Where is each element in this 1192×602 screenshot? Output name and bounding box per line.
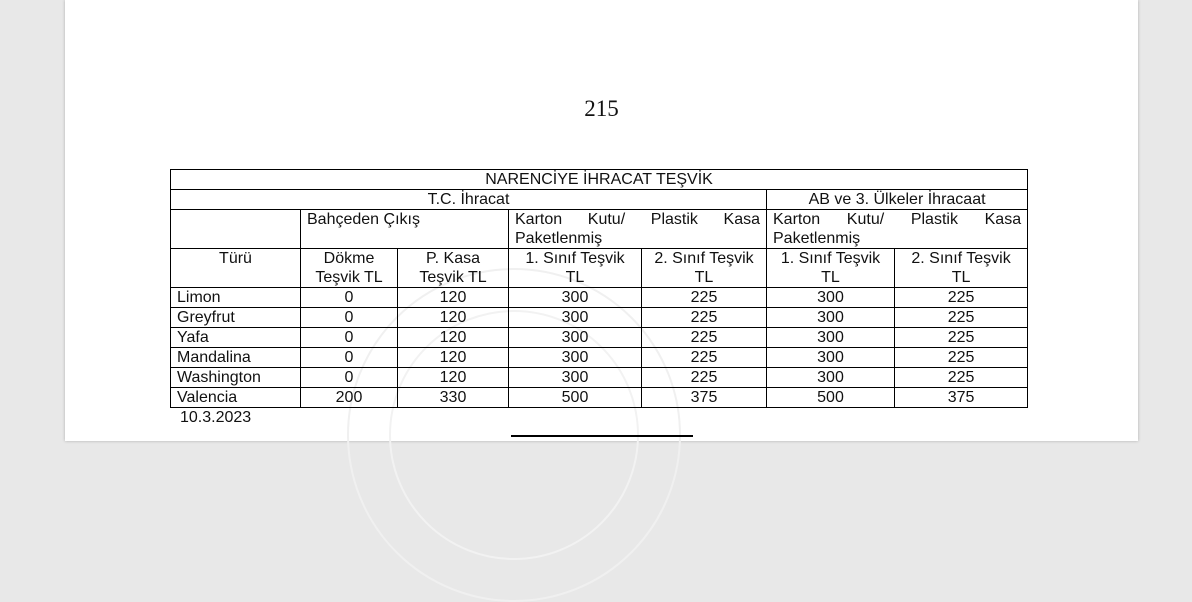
table-row xyxy=(171,388,1028,408)
table-cell: 0 xyxy=(301,368,398,388)
table-cell: 300 xyxy=(767,348,895,368)
table-cell: 300 xyxy=(767,328,895,348)
table-cell: 375 xyxy=(642,388,767,408)
footer-date: 10.3.2023 xyxy=(180,409,252,426)
table-cell: 225 xyxy=(895,368,1028,388)
col-header-turu: Türü xyxy=(171,249,301,288)
table-cell: 500 xyxy=(767,388,895,408)
table-cell: 120 xyxy=(398,368,509,388)
table-cell: 0 xyxy=(301,288,398,308)
col-header-ab-1-sinif: 1. Sınıf Teşvik TL xyxy=(767,249,895,288)
table-row xyxy=(171,368,1028,388)
table-cell: 375 xyxy=(895,388,1028,408)
table-cell: 225 xyxy=(895,308,1028,328)
table-cell: 330 xyxy=(398,388,509,408)
table-cell: 120 xyxy=(398,328,509,348)
table-cell: 300 xyxy=(767,288,895,308)
table-cell: 300 xyxy=(509,308,642,328)
table-cell: 200 xyxy=(301,388,398,408)
table-cell: 225 xyxy=(895,288,1028,308)
table-cell: 300 xyxy=(767,308,895,328)
subgroup-karton-tc-header: Karton Kutu/ Plastik Kasa Paketlenmiş xyxy=(509,210,767,249)
table-row xyxy=(171,288,1028,308)
table-cell: 500 xyxy=(509,388,642,408)
table-cell: 225 xyxy=(642,348,767,368)
group-tc-header: T.C. İhracat xyxy=(171,190,767,210)
table-row xyxy=(171,348,1028,368)
table-cell: 120 xyxy=(398,308,509,328)
col-header-tc-1-sinif: 1. Sınıf Teşvik TL xyxy=(509,249,642,288)
table-cell: 0 xyxy=(301,328,398,348)
column-header-row xyxy=(171,249,1028,288)
row-label: Greyfrut xyxy=(171,308,301,328)
subgroup-bahce-header: Bahçeden Çıkış xyxy=(301,210,509,249)
group-ab-header: AB ve 3. Ülkeler İhracaat xyxy=(767,190,1028,210)
table-cell: 120 xyxy=(398,288,509,308)
page-number: 215 xyxy=(584,96,619,121)
subgroup-karton-ab-header: Karton Kutu/ Plastik Kasa Paketlenmiş xyxy=(767,210,1028,249)
table-cell: 300 xyxy=(509,348,642,368)
col-header-ab-2-sinif: 2. Sınıf Teşvik TL xyxy=(895,249,1028,288)
table-row xyxy=(171,308,1028,328)
subgroup-header-row xyxy=(171,210,1028,249)
row-label: Yafa xyxy=(171,328,301,348)
table-cell: 0 xyxy=(301,308,398,328)
col-header-pkasa: P. Kasa Teşvik TL xyxy=(398,249,509,288)
col-header-tc-2-sinif: 2. Sınıf Teşvik TL xyxy=(642,249,767,288)
table-cell: 0 xyxy=(301,348,398,368)
table-cell: 300 xyxy=(509,288,642,308)
row-label: Valencia xyxy=(171,388,301,408)
footer-divider xyxy=(511,435,693,437)
table-title: NARENCİYE İHRACAT TEŞVİK xyxy=(171,170,1028,190)
table-cell: 225 xyxy=(642,328,767,348)
empty-cell xyxy=(171,210,301,249)
document-page xyxy=(65,0,1138,441)
incentive-table xyxy=(170,169,1028,408)
table-cell: 300 xyxy=(509,368,642,388)
col-header-dokme: Dökme Teşvik TL xyxy=(301,249,398,288)
table-cell: 225 xyxy=(642,308,767,328)
table-cell: 225 xyxy=(895,328,1028,348)
row-label: Washington xyxy=(171,368,301,388)
table-cell: 300 xyxy=(509,328,642,348)
row-label: Limon xyxy=(171,288,301,308)
table-row xyxy=(171,328,1028,348)
table-cell: 300 xyxy=(767,368,895,388)
table-cell: 225 xyxy=(895,348,1028,368)
table-cell: 225 xyxy=(642,288,767,308)
table-cell: 225 xyxy=(642,368,767,388)
table-title-row xyxy=(171,170,1028,190)
table-cell: 120 xyxy=(398,348,509,368)
row-label: Mandalina xyxy=(171,348,301,368)
group-header-row xyxy=(171,190,1028,210)
